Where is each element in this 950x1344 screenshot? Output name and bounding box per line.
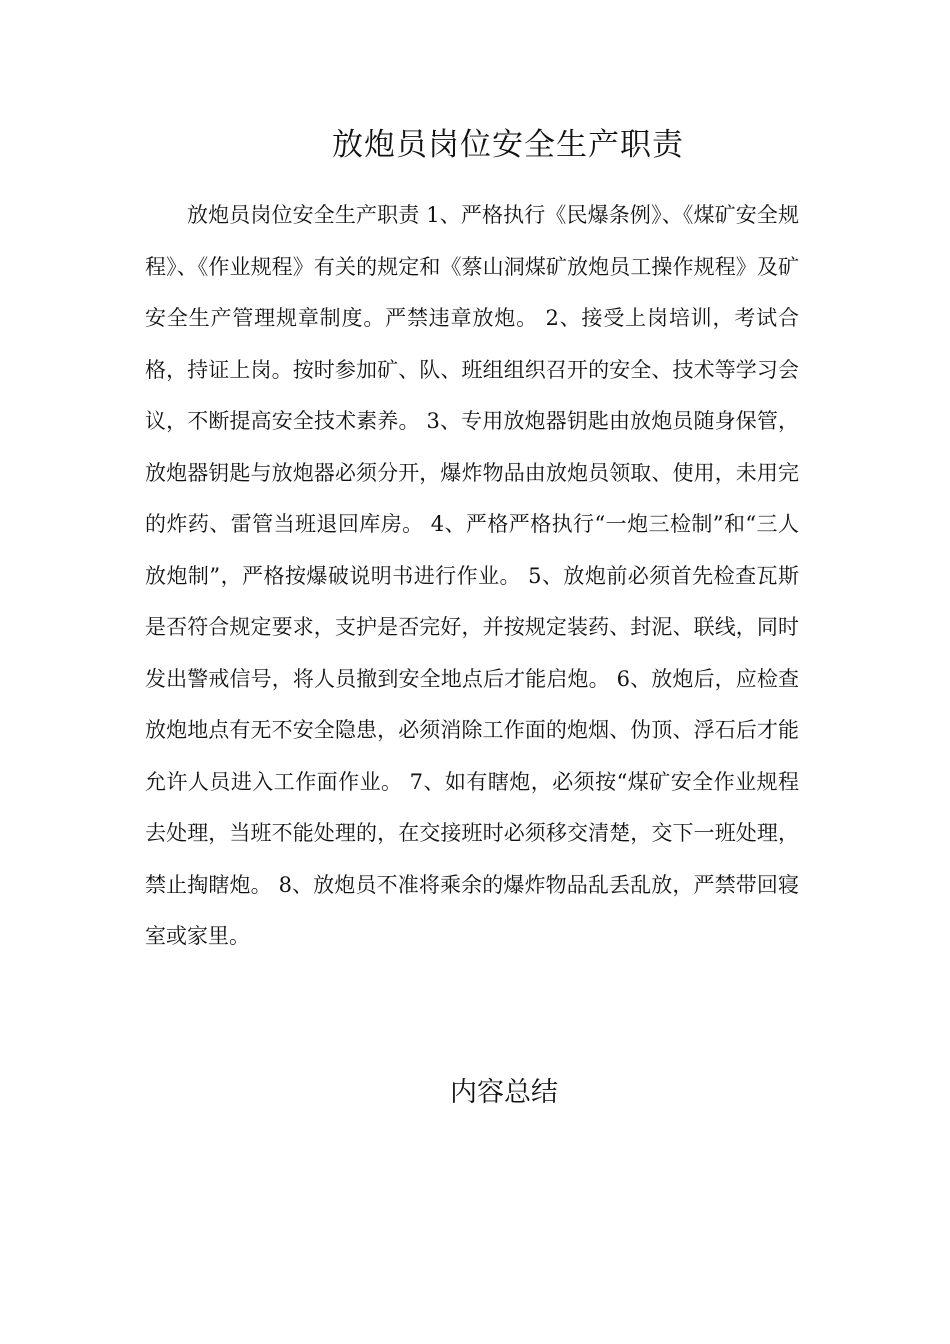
document-body: 放炮员岗位安全生产职责 1、严格执行《民爆条例》、《煤矿安全规程》、《作业规程》有关的规定和《蔡山洞煤矿放炮员工操作规程》及矿安全生产管理规章制度。严禁违章放炮。 2、接受上岗培训，考试合格，持证上岗。按时参加矿、队、班组组织召开的安全、技术等学习会议，不断提高安全技术素养。 3、专用放炮器钥匙由放炮员随身保管，放炮器钥匙与放炮器必须分开，爆炸物品由放炮员领取、使用，未用完的炸药、雷管当班退回库房。 4、严格严格执行“一炮三检制”和“三人放炮制”，严格按爆破说明书进行作业。 5、放炮前必须首先检查瓦斯是否符合规定要求，支护是否完好，并按规定装药、封泥、联线，同时发出警戒信号，将人员撤到安全地点后才能启炮。 6、放炮后，应检查放炮地点有无不安全隐患，必须消除工作面的炮烟、伪顶、浮石后才能允许人员进入工作面作业。 7、如有瞎炮，必须按“煤矿安全作业规程去处理，当班不能处理的，在交接班时必须移交清楚，交下一班处理，禁止掏瞎炮。 8、放炮员不准将乘余的爆炸物品乱丢乱放，严禁带回寝室或家里。 [145, 203, 799, 948]
document-title: 放炮员岗位安全生产职责 [332, 127, 684, 163]
summary-heading: 内容总结 [450, 1077, 558, 1108]
